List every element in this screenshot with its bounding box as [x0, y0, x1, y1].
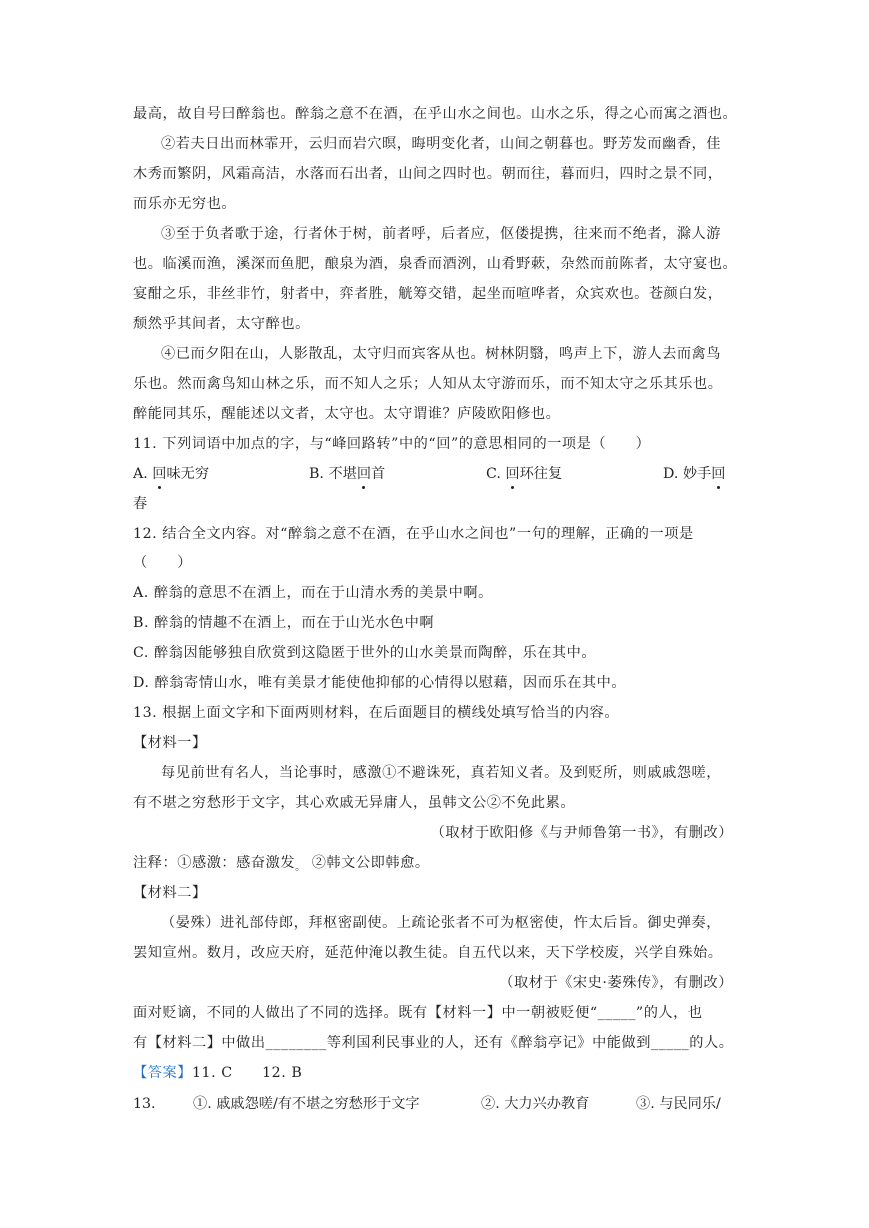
answer-13-number: 13.: [133, 1096, 156, 1112]
passage-line: ③至于负者歌于途，行者休于树，前者呼，后者应，伛偻提携，往来而不绝者，滁人游: [161, 226, 722, 242]
passage-line: 而乐亦无穷也。: [133, 196, 237, 212]
material-2-line: 罢知宣州。数月，改应天府，延范仲淹以教生徒。自五代以来，天下学校废，兴学自殊始。: [133, 945, 723, 961]
answer-13-part-3: ③. 与民同乐/: [636, 1096, 721, 1112]
passage-line: 也。临溪而渔，溪深而鱼肥，酿泉为酒，泉香而酒洌，山肴野蔌，杂然而前陈者，太守宴也。: [133, 256, 738, 272]
answer-label: 【答案】: [133, 1065, 192, 1081]
q11-option-b: B. 不堪回首: [309, 466, 386, 482]
passage-line: 木秀而繁阴，风霜高洁，水落而石出者，山间之四时也。朝而往，暮而归，四时之景不同，: [133, 166, 723, 182]
q11-option-a: A. 回味无穷: [133, 466, 210, 482]
question-12-paren: （ ）: [133, 555, 192, 571]
q11-option-d: D. 妙手回: [663, 466, 726, 482]
material-2-line: （晏殊）进礼部侍郎，拜枢密副使。上疏论张者不可为枢密使，忤太后旨。御史弹奏，: [161, 915, 722, 931]
passage-line: ②若夫日出而林霏开，云归而岩穴暝，晦明变化者，山间之朝暮也。野芳发而幽香，佳: [161, 136, 722, 152]
answer-line: 【答案】11. C 12. B: [133, 1065, 303, 1081]
passage-line: 乐也。然而禽鸟知山林之乐，而不知人之乐；人知从太守游而乐，而不知太守之乐其乐也。: [133, 376, 723, 392]
emphasis-dot-char: 回: [505, 466, 520, 482]
material-1-line: 每见前世有名人，当论事时，感激①不避诛死，真若知义者。及到贬所，则戚戚怨嗟，: [161, 765, 722, 781]
q12-option-b: B. 醉翁的情趣不在酒上，而在于山光水色中啊: [133, 615, 435, 631]
task-line: 有【材料二】中做出________等利国利民事业的人，还有《醉翁亭记》中能做到_____的人。: [133, 1035, 734, 1051]
q11-option-d-wrap: 春: [133, 496, 148, 512]
material-1-line: 有不堪之穷愁形于文字，其心欢戚无异庸人，虽韩文公②不免此累。: [133, 795, 576, 811]
material-2-source: （取材于《宋史·萎殊传》，有删改）: [499, 975, 733, 991]
question-11-stem: 11. 下列词语中加点的字，与“峰回路转”中的“回”的意思相同的一项是（ ）: [133, 436, 651, 452]
material-1-note: 注释：①感激：感奋激发$_。$ ②韩文公即韩愈。: [133, 855, 430, 873]
question-12-stem: 12. 结合全文内容。对“醉翁之意不在酒，在乎山水之间也”一句的理解，正确的一项是: [133, 526, 694, 542]
passage-line: 宴酣之乐，非丝非竹，射者中，弈者胜，觥筹交错，起坐而喧哗者，众宾欢也。苍颜白发，: [133, 286, 723, 302]
q12-option-a: A. 醉翁的意思不在酒上，而在于山清水秀的美景中啊。: [133, 585, 493, 601]
emphasis-dot-char: 回: [152, 466, 167, 482]
passage-line: 最高，故自号曰醉翁也。醉翁之意不在酒，在乎山水之间也。山水之乐，得之心而寓之酒也。: [133, 106, 738, 122]
material-2-title: 【材料二】: [133, 885, 207, 901]
q12-option-c: C. 醉翁因能够独自欣赏到这隐匿于世外的山水美景而陶醉，乐在其中。: [133, 645, 597, 661]
material-1-title: 【材料一】: [133, 735, 207, 751]
q11-option-c: C. 回环往复: [486, 466, 563, 482]
question-13-stem: 13. 根据上面文字和下面两则材料，在后面题目的横线处填写恰当的内容。: [133, 705, 620, 721]
passage-line: 颓然乎其间者，太守醉也。: [133, 316, 310, 332]
answer-13-part-2: ②. 大力兴办教育: [481, 1096, 590, 1112]
passage-line: ④已而夕阳在山，人影散乱，太守归而宾客从也。树林阴翳，鸣声上下，游人去而禽鸟: [161, 346, 722, 362]
q12-option-d: D. 醉翁寄情山水，唯有美景才能使他抑郁的心情得以慰藉，因而乐在其中。: [133, 675, 627, 691]
emphasis-dot-char: 回: [711, 466, 726, 482]
task-line: 面对贬谪，不同的人做出了不同的选择。既有【材料一】中一朝被贬便“_____”的人，也: [133, 1005, 703, 1021]
material-1-source: （取材于欧阳修《与尹师鲁第一书》，有删改）: [430, 825, 733, 841]
answer-13-part-1: ①. 戚戚怨嗟/有不堪之穷愁形于文字: [193, 1096, 420, 1112]
passage-line: 醉能同其乐，醒能述以文者，太守也。太守谓谁？庐陵欧阳修也。: [133, 406, 561, 422]
emphasis-dot-char: 回: [356, 466, 372, 482]
